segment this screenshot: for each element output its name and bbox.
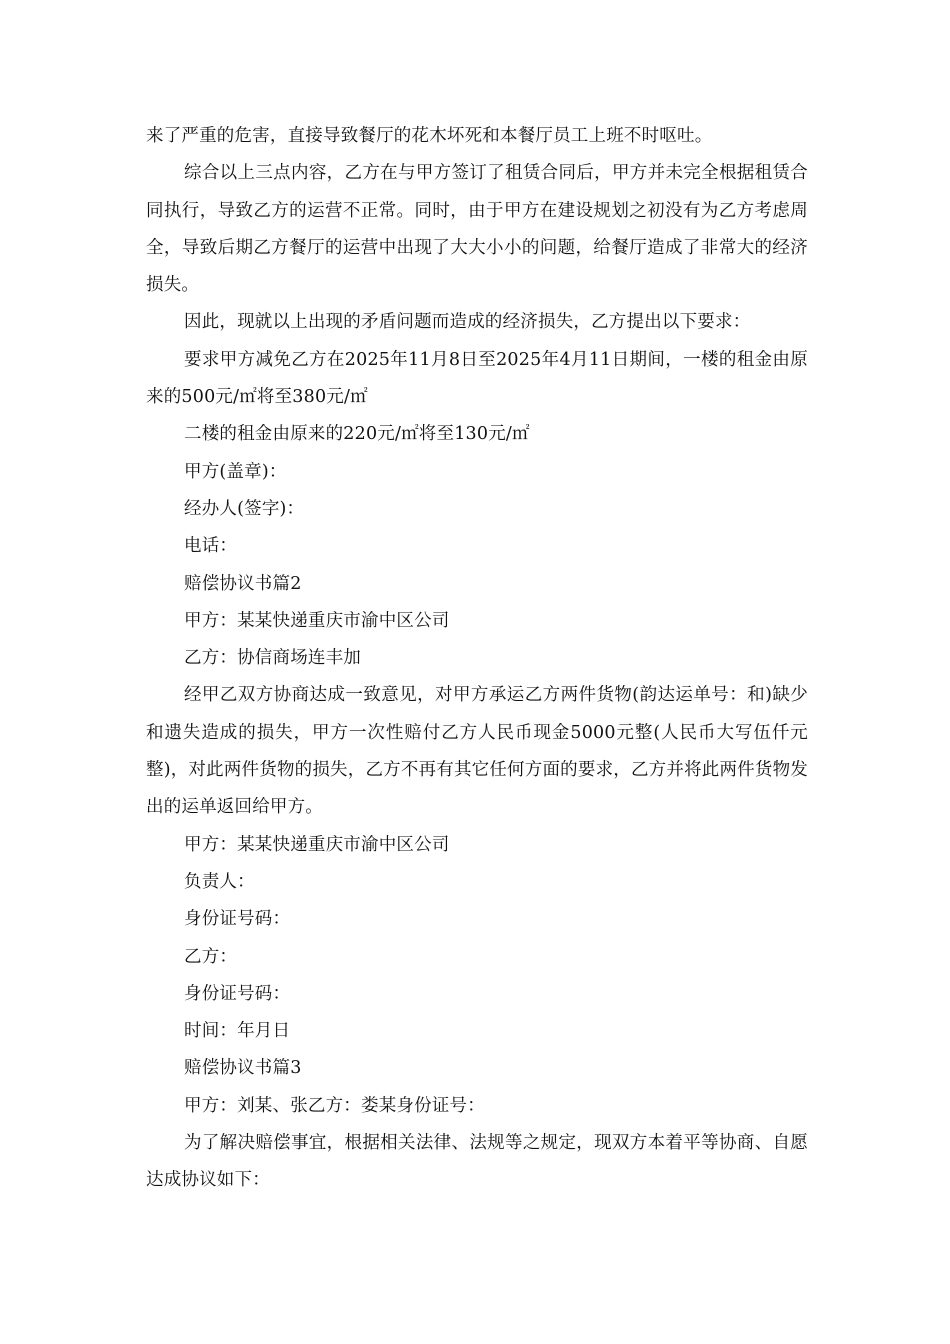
parties-line: 甲方：刘某、张乙方：娄某身份证号： — [184, 1095, 485, 1116]
party-b-line: 乙方：协信商场连丰加 — [184, 648, 361, 669]
paragraph-second-floor-rent: 二楼的租金由原来的220元/㎡将至130元/㎡ — [184, 424, 530, 445]
party-a-line: 甲方：某某快递重庆市渝中区公司 — [184, 610, 450, 631]
paragraph-summary: 综合以上三点内容，乙方在与甲方签订了租赁合同后，甲方并未完全根据租赁合同执行，导致乙方的运营不正常。同时，由于甲方在建设规划之初没有为乙方考虑周全，导致后期乙方餐厅的运营中出现了大大小小的问题，给餐厅造成了非常大的经济损失。 — [146, 163, 808, 296]
agent-signature-line: 经办人(签字)： — [184, 498, 305, 519]
phone-line: 电话： — [184, 536, 238, 557]
section-heading-2: 赔偿协议书篇2 — [184, 573, 302, 594]
date-line: 时间：年月日 — [184, 1021, 291, 1042]
document-body — [146, 118, 808, 1200]
id-number-line-a: 身份证号码： — [184, 909, 291, 930]
id-number-line-b: 身份证号码： — [184, 983, 291, 1004]
paragraph-continuation: 来了严重的危害，直接导致餐厅的花木坏死和本餐厅员工上班不时呕吐。 — [146, 126, 713, 146]
paragraph-demands-intro: 因此，现就以上出现的矛盾问题而造成的经济损失，乙方提出以下要求： — [184, 312, 751, 333]
paragraph-compensation: 经甲乙双方协商达成一致意见，对甲方承运乙方两件货物(韵达运单号：和)缺少和遗失造成的损失，甲方一次性赔付乙方人民币现金5000元整(人民币大写伍仟元整)，对此两件货物的损失，乙方不再有其它任何方面的要求，乙方并将此两件货物发出的运单返回给甲方。 — [146, 685, 808, 818]
party-a-seal-line: 甲方(盖章)： — [184, 461, 287, 482]
responsible-person-line: 负责人： — [184, 871, 255, 892]
paragraph-first-floor-rent: 要求甲方减免乙方在2025年11月8日至2025年4月11日期间，一楼的租金由原来的500元/㎡将至380元/㎡ — [146, 349, 808, 408]
party-a-sign-line: 甲方：某某快递重庆市渝中区公司 — [184, 834, 450, 855]
paragraph-agreement-intro: 为了解决赔偿事宜，根据相关法律、法规等之规定，现双方本着平等协商、自愿达成协议如下： — [146, 1133, 808, 1191]
party-b-sign-line: 乙方： — [184, 946, 238, 967]
section-heading-3: 赔偿协议书篇3 — [184, 1058, 302, 1079]
